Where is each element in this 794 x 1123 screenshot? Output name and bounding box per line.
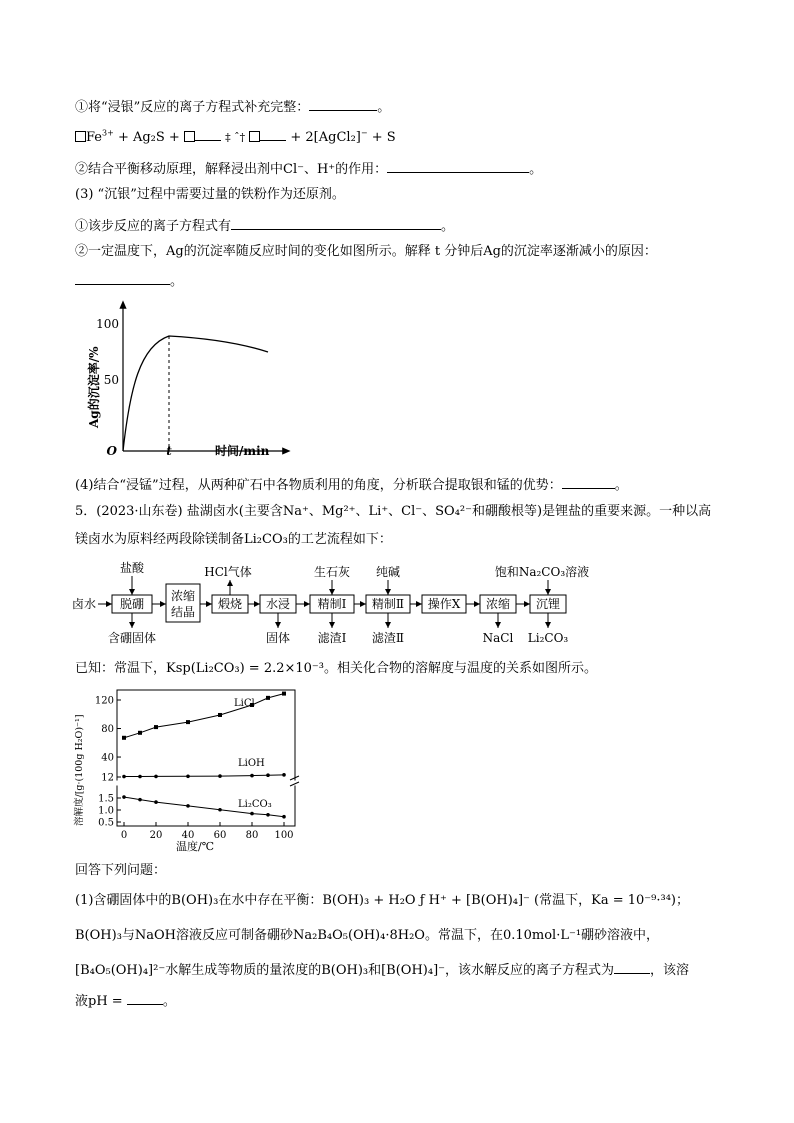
flow-output-residue-2: 滤渣Ⅱ <box>371 631 405 645</box>
data-point <box>250 812 254 816</box>
q4-part3-1: ①该步反应的离子方程式有 。 <box>75 215 454 236</box>
y-tick-label: 40 <box>101 752 114 764</box>
answer-blank[interactable] <box>75 270 170 285</box>
q4-sub1-text: ①将“浸银”反应的离子方程式补充完整： <box>75 100 310 115</box>
q5-known: 已知：常温下，Ksp(Li₂CO₃) = 2.2×10⁻³。相关化合物的溶解度与温度的关系如图所示。 <box>75 661 598 676</box>
data-point <box>138 731 142 735</box>
flow-step-concentrate-crystallize: 浓缩 <box>170 589 196 603</box>
data-point <box>282 692 286 696</box>
data-point <box>122 775 126 779</box>
data-point <box>282 773 286 777</box>
answer-blank[interactable] <box>309 96 377 111</box>
precipitation-curve <box>123 336 268 451</box>
x-tick-label: 80 <box>245 830 259 841</box>
flow-step-lithium-precipitation: 沉锂 <box>535 597 561 611</box>
series-line-1 <box>124 775 284 777</box>
flow-output-li2co3: Li₂CO₃ <box>527 631 569 645</box>
q5-answer-intro: 回答下列问题： <box>75 863 167 878</box>
process-flowchart <box>70 560 630 655</box>
q5-p1-line1: (1)含硼固体中的B(OH)₃在水中存在平衡：B(OH)₃ + H₂O ƒ H⁺ + [B(OH)₄]⁻ (常温下，Ka = 10⁻⁹·³⁴)； <box>75 893 689 908</box>
flow-output-solid: 固体 <box>265 631 291 645</box>
data-point <box>266 773 270 777</box>
data-point <box>154 800 158 804</box>
x-tick-label: 40 <box>181 830 195 841</box>
answer-blank[interactable] <box>127 990 163 1005</box>
answer-blank[interactable] <box>387 158 529 173</box>
q4-part3-2-blank: 。 <box>75 270 183 291</box>
answer-blank[interactable] <box>260 126 286 141</box>
flow-output-residue-1: 滤渣Ⅰ <box>317 631 347 645</box>
q4-part3-2: ②一定温度下，Ag的沉淀率随反应时间的变化如图所示。解释 t 分钟后Ag的沉淀率逐渐减小的原因： <box>75 244 657 259</box>
flow-output-boron-solid: 含硼固体 <box>107 631 157 645</box>
y-tick-label: 1.5 <box>98 793 114 805</box>
y-axis-label: 溶解度/[g·(100g H₂O)⁻¹] <box>74 714 85 826</box>
data-point <box>122 736 126 740</box>
flow-start-brine: 卤水 <box>72 597 97 611</box>
x-tick-label: 20 <box>149 830 163 841</box>
solubility-chart <box>72 686 302 856</box>
y-tick-label: 80 <box>101 724 114 736</box>
flow-step-deboronation: 脱硼 <box>119 597 145 611</box>
data-point <box>122 795 126 799</box>
y-tick-label: 1.0 <box>98 805 114 817</box>
q4-equation: $Fe^{3+} + Ag_2S$ + ‡ ˆ† + 2[AgCl₂]− + S <box>75 126 396 147</box>
flow-input-quicklime: 生石灰 <box>313 565 351 579</box>
y-tick-label: 12 <box>101 772 114 784</box>
y-axis-label: Ag的沉淀率/% <box>87 346 101 428</box>
data-point <box>138 798 142 802</box>
flow-step-operation-x: 操作X <box>427 597 461 611</box>
answer-blank[interactable] <box>562 474 615 489</box>
series-label: LiCl <box>234 698 255 709</box>
y-tick-label: 120 <box>94 695 114 707</box>
flow-output-nacl: NaCl <box>482 631 514 645</box>
flow-input-saturated-na2co3: 饱和Na₂CO₃溶液 <box>494 565 590 579</box>
coefficient-box[interactable] <box>184 131 195 142</box>
coefficient-box[interactable] <box>75 131 86 142</box>
q5-p1-line3: [B₄O₅(OH)₄]²⁻水解生成等物质的量浓度的B(OH)₃和[B(OH)₄]⁻，该水解反应的离子方程式为 ，该溶 <box>75 959 689 980</box>
data-point <box>266 813 270 817</box>
t-label: t <box>166 444 172 458</box>
x-tick-label: 0 <box>120 830 128 841</box>
origin-label: O <box>106 444 117 458</box>
answer-blank[interactable] <box>195 126 221 141</box>
equilibrium-arrow: ‡ ˆ† <box>225 131 246 144</box>
data-point <box>218 808 222 812</box>
data-point <box>218 713 222 717</box>
data-point <box>154 775 158 779</box>
flow-step-concentrate-crystallize-2: 结晶 <box>170 605 196 619</box>
x-axis-label: 时间/min <box>215 444 270 458</box>
data-point <box>186 804 190 808</box>
series-line-0 <box>124 694 284 738</box>
data-point <box>218 774 222 778</box>
flow-step-water-leach: 水浸 <box>265 597 291 611</box>
data-point <box>138 775 142 779</box>
flow-step-refine-1: 精制Ⅰ <box>317 597 347 611</box>
flow-step-concentrate: 浓缩 <box>485 597 511 611</box>
ag-precipitation-chart <box>75 298 295 468</box>
data-point <box>186 720 190 724</box>
data-point <box>154 725 158 729</box>
y-tick-100: 100 <box>96 317 119 331</box>
q5-p1-line2: B(OH)₃与NaOH溶液反应可制备硼砂Na₂B₄O₅(OH)₄·8H₂O。常温下，在0.10mol·L⁻¹硼砂溶液中， <box>75 928 660 943</box>
x-tick-label: 100 <box>274 830 294 841</box>
q4-sub1: ①将“浸银”反应的离子方程式补充完整： 。 <box>75 96 390 117</box>
flow-step-refine-2: 精制Ⅱ <box>371 597 405 611</box>
answer-blank[interactable] <box>231 215 441 230</box>
q4-part3: (3) “沉银”过程中需要过量的铁粉作为还原剂。 <box>75 187 345 202</box>
q4-part4: (4)结合“浸锰”过程，从两种矿石中各物质利用的角度，分析联合提取银和锰的优势： 。 <box>75 474 628 495</box>
q4-sub2: ②结合平衡移动原理，解释浸出剂中Cl⁻、H⁺的作用： 。 <box>75 158 542 179</box>
flow-output-hcl-gas: HCl气体 <box>204 565 252 579</box>
flow-input-soda-ash: 纯碱 <box>375 565 401 579</box>
flow-input-hydrochloric-acid: 盐酸 <box>119 561 145 575</box>
series-label: Li₂CO₃ <box>238 799 272 810</box>
q5-p1-line4: 液pH = 。 <box>75 990 176 1011</box>
data-point <box>186 774 190 778</box>
coefficient-box[interactable] <box>249 131 260 142</box>
answer-blank[interactable] <box>614 959 650 974</box>
q5-intro-line1: 5．(2023·山东卷) 盐湖卤水(主要含Na⁺、Mg²⁺、Li⁺、Cl⁻、SO₄²⁻和硼酸根等)是锂盐的重要来源。一种以高 <box>75 504 712 519</box>
data-point <box>250 774 254 778</box>
q5-intro-line2: 镁卤水为原料经两段除镁制备Li₂CO₃的工艺流程如下： <box>75 532 392 547</box>
data-point <box>266 696 270 700</box>
x-axis-label: 温度/℃ <box>176 840 215 853</box>
y-tick-label: 0.5 <box>98 817 114 829</box>
series-label: LiOH <box>238 758 265 769</box>
data-point <box>282 815 286 819</box>
flow-step-calcination: 煅烧 <box>217 597 243 611</box>
x-tick-label: 60 <box>213 830 227 841</box>
y-tick-50: 50 <box>103 373 119 387</box>
